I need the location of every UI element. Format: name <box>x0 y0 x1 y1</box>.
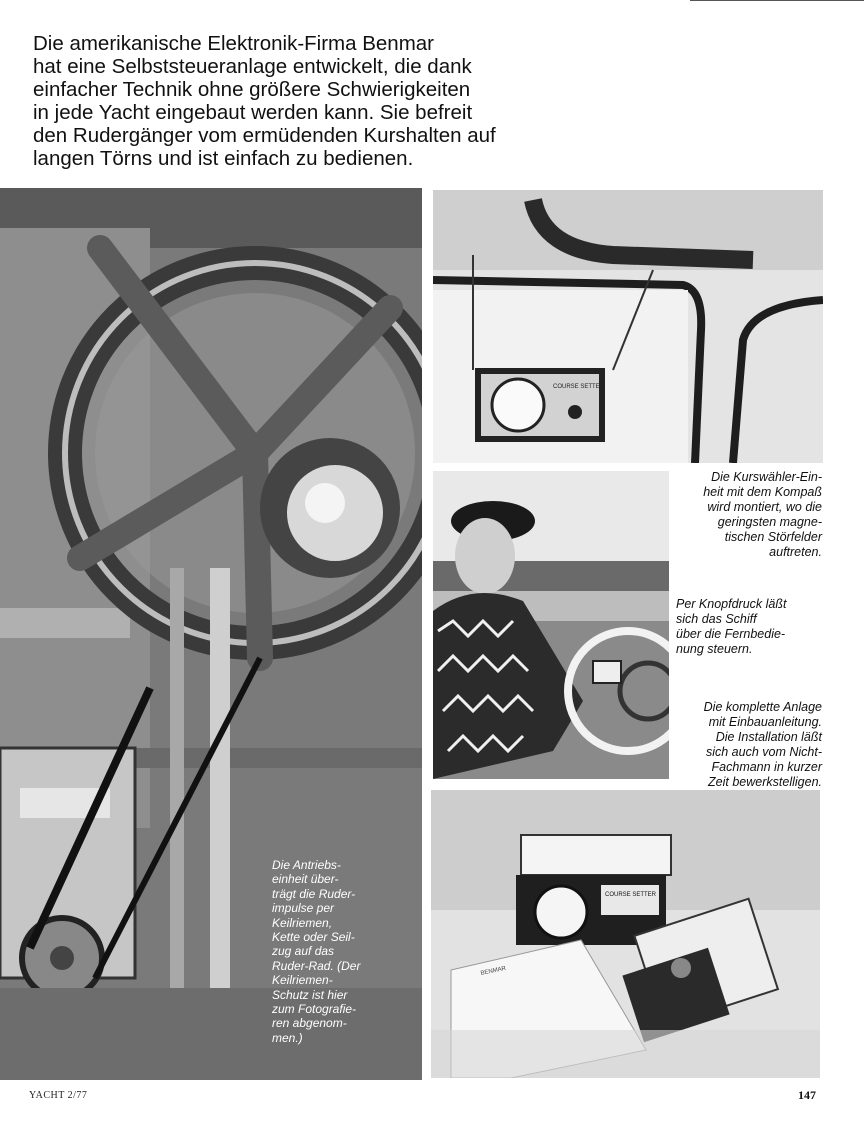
caption-line: Die Kurswähler-Ein- <box>711 470 822 484</box>
course-setter-label: COURSE SETTER <box>605 892 657 898</box>
intro-line: Die amerikanische Elektronik-Firma Benmar <box>33 32 435 55</box>
photo-remote-control <box>433 471 669 779</box>
caption-line: Die Antriebs- <box>272 858 341 872</box>
caption-line: Fachmann in kurzer <box>711 760 822 774</box>
caption-line: auftreten. <box>769 545 822 559</box>
caption-line: zug auf das <box>272 944 335 959</box>
system-components-illustration <box>431 790 820 1078</box>
caption-course-selector <box>670 470 822 560</box>
caption-line: nung steuern. <box>676 642 753 656</box>
caption-line: Zeit bewerkstelligen. <box>708 775 822 789</box>
caption-line: zum Fotografie- <box>272 1002 357 1017</box>
caption-line: Kette oder Seil- <box>272 930 355 945</box>
caption-line: Keilriemen, <box>272 915 333 930</box>
intro-line: hat eine Selbststeueranlage entwickelt, die dank <box>33 55 472 78</box>
caption-line: ren abgenom- <box>272 1016 347 1031</box>
caption-line: trägt die Ruder- <box>272 886 356 901</box>
cabin-illustration <box>433 190 823 463</box>
manual-label: BENMAR <box>480 965 507 977</box>
caption-line: einheit über- <box>272 872 339 887</box>
intro-line: den Rudergänger vom ermüdenden Kurshalten auf <box>33 124 496 147</box>
intro-paragraph <box>33 32 553 170</box>
intro-line: einfacher Technik ohne größere Schwierigkeiten <box>33 78 471 101</box>
caption-line: impulse per <box>272 901 335 916</box>
caption-line: sich auch vom Nicht- <box>705 745 822 759</box>
caption-line: sich das Schiff <box>676 612 757 626</box>
caption-line: geringsten magne- <box>717 515 822 529</box>
caption-line: wird montiert, wo die <box>707 500 822 514</box>
caption-line: men.) <box>272 1030 303 1045</box>
caption-line: über die Fernbedie- <box>676 627 786 641</box>
caption-line: heit mit dem Kompaß <box>703 485 822 499</box>
caption-line: Per Knopfdruck läßt <box>676 597 787 611</box>
caption-line: Keilriemen- <box>272 973 333 988</box>
caption-line: Die komplette Anlage <box>703 700 822 714</box>
intro-line: in jede Yacht eingebaut werden kann. Sie befreit <box>33 101 473 124</box>
intro-line: langen Törns und ist einfach zu bedienen. <box>33 147 414 170</box>
page-number: 147 <box>798 1088 816 1102</box>
caption-remote-control <box>676 597 820 657</box>
helmsman-illustration <box>433 471 669 779</box>
caption-line: Die Installation läßt <box>715 730 822 744</box>
top-rule <box>690 0 864 1</box>
caption-line: mit Einbauanleitung. <box>708 715 822 729</box>
caption-line: Ruder-Rad. (Der <box>272 958 361 973</box>
photo-course-selector <box>433 190 823 463</box>
caption-complete-system <box>676 700 822 790</box>
footer-magazine-issue: YACHT 2/77 <box>29 1090 88 1101</box>
caption-line: tischen Störfelder <box>724 530 822 544</box>
photo-complete-system <box>431 790 820 1078</box>
caption-line: Schutz ist hier <box>272 987 348 1002</box>
device-brand-label: COURSE SETTER <box>553 384 605 390</box>
caption-drive-unit <box>272 858 360 1045</box>
